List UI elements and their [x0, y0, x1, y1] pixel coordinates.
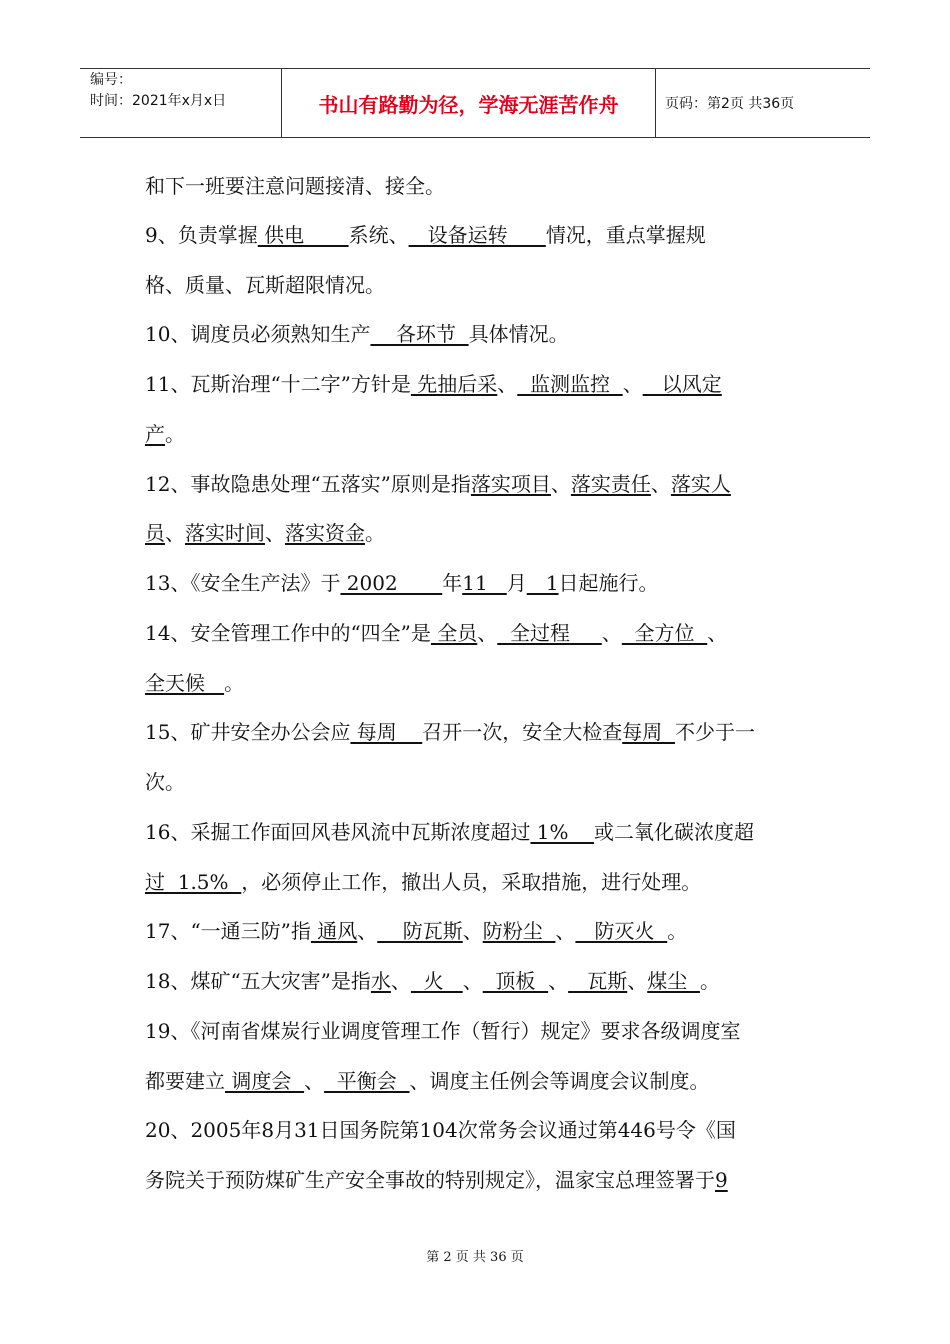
filled-answer: 以风定: [642, 372, 722, 396]
filled-answer: 落实时间: [185, 521, 265, 545]
text-segment: 格、质量、瓦斯超限情况。: [145, 273, 385, 297]
text-line: [145, 1117, 736, 1143]
text-segment: 、: [627, 969, 648, 993]
filled-answer: 全过程: [497, 621, 602, 645]
text-segment: 。: [165, 422, 185, 446]
text-segment: 、调度主任例会等调度会议制度。: [409, 1069, 710, 1093]
text-segment: 和下一班要注意问题接清、接全。: [145, 174, 445, 198]
text-segment: 16、采掘工作面回风巷风流中瓦斯浓度超过: [145, 820, 531, 844]
header-motto: 书山有路勤为径，学海无涯苦作舟: [282, 69, 656, 137]
text-segment: 。: [699, 969, 720, 993]
filled-answer: 落实人: [670, 472, 731, 496]
text-segment: 20、2005年8月31日国务院第104次常务会议通过第446号令《国: [145, 1118, 736, 1142]
time-label: 时间：2021年x月x日: [90, 93, 227, 109]
filled-answer: 9: [715, 1168, 728, 1192]
text-segment: 9、负责掌握: [145, 223, 258, 247]
filled-answer: 瓦斯: [568, 969, 628, 993]
filled-answer: 火: [410, 969, 463, 993]
text-line: [145, 173, 445, 199]
text-segment: 、: [304, 1069, 325, 1093]
text-segment: 、: [265, 521, 285, 545]
header-meta: [80, 69, 282, 137]
text-line: [145, 222, 706, 248]
filled-answer: 员: [145, 521, 165, 545]
filled-answer: 落实资金: [285, 521, 365, 545]
text-segment: 11、瓦斯治理“十二字”方针是: [145, 372, 411, 396]
text-segment: 具体情况。: [468, 322, 569, 346]
text-line: [145, 321, 569, 347]
text-segment: 、: [477, 621, 498, 645]
filled-answer: 1.5%: [165, 870, 242, 894]
text-segment: 情况，重点掌握规: [545, 223, 706, 247]
filled-answer: 1: [526, 571, 559, 595]
text-segment: 、: [550, 472, 571, 496]
text-line: [145, 421, 185, 447]
text-segment: 10、调度员必须熟知生产: [145, 322, 371, 346]
filled-answer: 落实项目: [470, 472, 551, 496]
text-segment: 日起施行。: [558, 571, 659, 595]
text-segment: 都要建立: [145, 1069, 225, 1093]
text-segment: 、: [555, 919, 576, 943]
filled-answer: 平衡会: [324, 1069, 410, 1093]
text-segment: 系统、: [348, 223, 409, 247]
filled-answer: 全员: [430, 621, 478, 645]
text-line: [145, 1167, 728, 1193]
text-segment: 、: [357, 919, 378, 943]
filled-answer: 11: [462, 571, 507, 595]
text-line: [145, 371, 722, 397]
text-segment: 17、“一通三防”指: [145, 919, 311, 943]
text-segment: 。: [365, 521, 385, 545]
text-line: [145, 769, 185, 795]
text-line: [145, 620, 727, 646]
filled-answer: 每周: [622, 720, 675, 744]
text-segment: 、: [548, 969, 569, 993]
filled-answer: 顶板: [482, 969, 549, 993]
text-line: [145, 819, 754, 845]
text-line: [145, 1068, 710, 1094]
filled-answer: 先抽后采: [410, 372, 498, 396]
filled-answer: 过: [145, 870, 165, 894]
text-line: [145, 520, 385, 546]
filled-answer: 煤尘: [647, 969, 700, 993]
filled-answer: 全天候: [145, 671, 225, 695]
text-segment: 15、矿井安全办公会应: [145, 720, 351, 744]
text-segment: 月: [506, 571, 527, 595]
filled-answer: 调度会: [225, 1069, 305, 1093]
filled-answer: 防瓦斯: [377, 919, 463, 943]
text-segment: 、: [650, 472, 671, 496]
page-footer: 第 2 页 共 36 页: [426, 1250, 524, 1265]
text-line: [145, 1018, 740, 1044]
filled-answer: 通风: [310, 919, 358, 943]
text-line: [145, 570, 659, 596]
text-segment: 、: [497, 372, 518, 396]
text-segment: 次。: [145, 770, 185, 794]
text-segment: 召开一次，安全大检查: [422, 720, 623, 744]
text-segment: 19、《河南省煤炭行业调度管理工作（暂行）规定》要求各级调度室: [145, 1019, 741, 1043]
text-line: [145, 968, 720, 994]
text-segment: 、: [601, 621, 622, 645]
text-segment: 、: [462, 969, 483, 993]
filled-answer: 监测监控: [517, 372, 623, 396]
filled-answer: 设备运转: [408, 223, 546, 247]
text-line: [145, 918, 687, 944]
number-label: 编号：: [90, 72, 132, 88]
filled-answer: 防粉尘: [482, 919, 556, 943]
text-segment: 13、《安全生产法》于: [145, 571, 341, 595]
text-line: [145, 670, 244, 696]
filled-answer: 每周: [350, 720, 423, 744]
page-header: [80, 68, 870, 138]
filled-answer: 供电: [257, 223, 349, 247]
text-segment: 年: [442, 571, 463, 595]
text-segment: 、: [390, 969, 411, 993]
filled-answer: 水: [370, 969, 391, 993]
filled-answer: 产: [145, 422, 165, 446]
text-segment: 务院关于预防煤矿生产安全事故的特别规定》，温家宝总理签署于: [145, 1168, 715, 1192]
text-segment: 14、安全管理工作中的“四全”是: [145, 621, 431, 645]
text-segment: 。: [224, 671, 245, 695]
filled-answer: 落实责任: [570, 472, 651, 496]
header-page-info: 页码：第2页 共36页: [665, 96, 795, 112]
text-line: [145, 471, 731, 497]
text-segment: 、: [622, 372, 643, 396]
text-line: [145, 869, 701, 895]
text-segment: 。: [667, 919, 688, 943]
text-segment: 、: [165, 521, 185, 545]
text-line: [145, 272, 385, 298]
text-segment: 、: [707, 621, 728, 645]
text-segment: ，必须停止工作，撤出人员，采取措施，进行处理。: [241, 870, 702, 894]
filled-answer: 防灭火: [575, 919, 668, 943]
filled-answer: 1%: [530, 820, 594, 844]
filled-answer: 各环节: [370, 322, 469, 346]
filled-answer: 2002: [340, 571, 443, 595]
text-segment: 或二氧化碳浓度超: [593, 820, 754, 844]
text-segment: 18、煤矿“五大灾害”是指: [145, 969, 371, 993]
text-segment: 、: [462, 919, 483, 943]
text-segment: 不少于一: [674, 720, 755, 744]
text-line: [145, 719, 755, 745]
text-segment: 12、事故隐患处理“五落实”原则是指: [145, 472, 471, 496]
filled-answer: 全方位: [621, 621, 708, 645]
